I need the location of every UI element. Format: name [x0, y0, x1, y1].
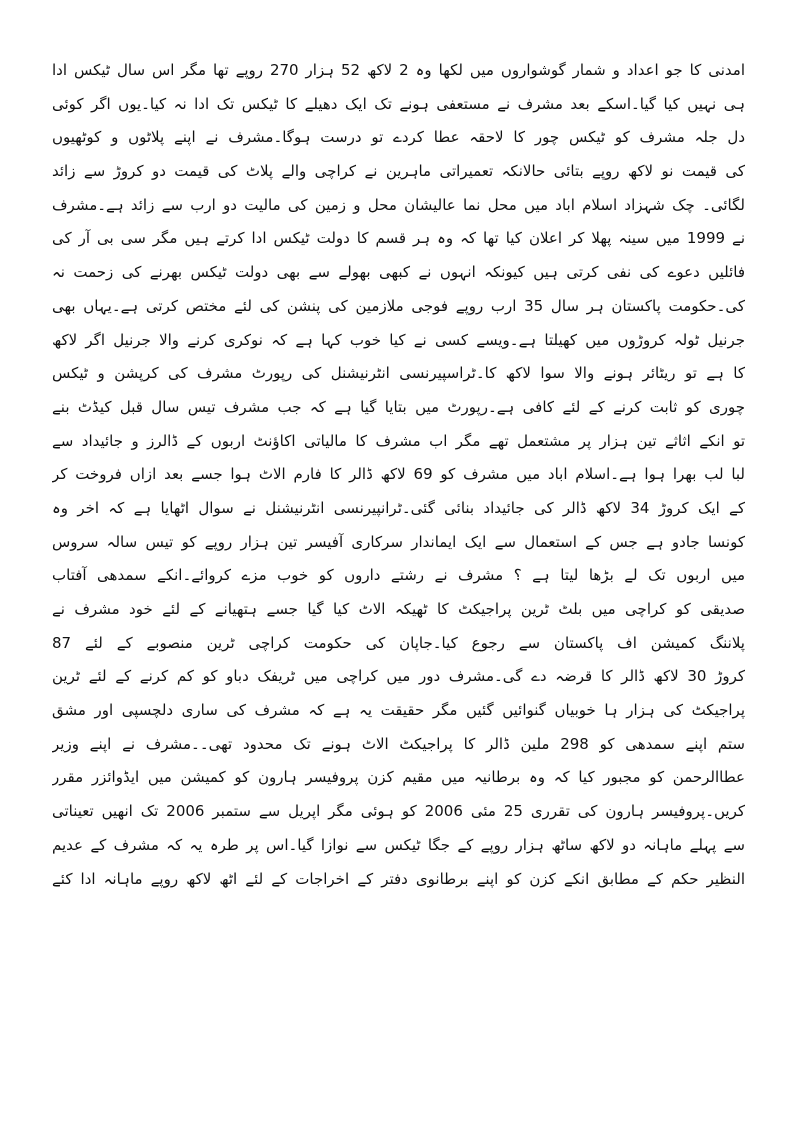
text-line: عطاالرحمن کو مجبور کیا کہ وہ برطانیہ میں مقیم کزن پروفیسر ہارون کو کمیشن میں ایڈوائزر مقرر	[52, 768, 745, 787]
text-line: کونسا جادو ہے جس کے استعمال سے ایک ایماندار سرکاری آفیسر تین ہزار روپے کو تیس سالہ سروس	[52, 532, 745, 551]
text-line: کی قیمت نو لاکھ روپے بتائی حالانکہ تعمیراتی ماہرین نے کراچی والے پلاٹ کی قیمت دو کروڑ سے زائد	[52, 162, 745, 181]
text-line: ہی نہیں کیا گیا۔اسکے بعد مشرف نے مستعفی ہونے تک ایک دھیلے کا ٹیکس تک ادا نہ کیا۔یوں اگر کوئی	[52, 94, 745, 113]
text-line: صدیقی کو کراچی میں بلٹ ٹرین پراجیکٹ کا ٹھیکہ الاٹ کیا گیا جسے ہتھیانے کے لئے خود مشرف نے	[52, 600, 745, 618]
text-line: امدنی کا جو اعداد و شمار گوشواروں میں لکھا وہ 2 لاکھ 52 ہزار 270 روپے تھا مگر اس سال ٹیکس ادا	[52, 61, 745, 79]
text-line: کی۔حکومت پاکستان ہر سال 35 ارب روپے فوجی ملازمین کی پنشن کی لئے مختص کرتی ہے۔یہاں بھی	[52, 296, 745, 315]
text-line: چوری کو ثابت کرنے کے لئے کافی ہے۔رپورٹ میں بتایا گیا ہے کہ جب مشرف تیس سال قبل کیڈٹ بنے	[52, 397, 745, 416]
text-line: پراجیکٹ کی ہزار ہا خوبیاں گنوائیں گئیں مگر حقیقت یہ ہے کہ مشرف کی ساری دلچسپی اور مشق	[52, 701, 745, 720]
urdu-article-body	[52, 54, 745, 896]
text-line: کروڑ 30 لاکھ ڈالر کا قرضہ دے گی۔مشرف دور میں کراچی میں ٹریفک دباو کو کم کرنے کے لئے ٹرین	[52, 667, 745, 686]
text-line: فائلیں دعوے کی نفی کرتی ہیں کیونکہ انہوں نے کبھی بھولے سے بھی دولت ٹیکس بھرنے کی زحمت نہ	[52, 263, 745, 282]
text-line: جرنیل ٹولہ کروڑوں میں کھیلتا ہے۔ویسے کسی نے کیا خوب کہا ہے کہ نوکری کرنے والا جرنیل اگر لاکھ	[52, 330, 745, 349]
text-line: کریں۔پروفیسر ہارون کی تقرری 25 مئی 2006 کو ہوئی مگر اپریل سے ستمبر 2006 تک انھیں تعیناتی	[52, 802, 745, 821]
text-line: النظیر حکم کے مطابق انکے کزن کو اپنے برطانوی دفتر کے اخراجات کے لئے اٹھ لاکھ روپے ماہانہ ادا کئے	[52, 869, 745, 888]
text-line: تو انکے اثاثے تین ہزار پر مشتعمل تھے مگر اب مشرف کا مالیاتی اکاؤنٹ اربوں کے ڈالرز و جائیداد سے	[52, 431, 745, 450]
text-line: کے ایک کروڑ 34 لاکھ ڈالر کی جائیداد بنائی گئی۔ٹرانپیرنسی انٹرنیشنل نے سوال اٹھایا ہے کہ اخر وہ	[52, 498, 745, 517]
text-line: ستم اپنے سمدھی کو 298 ملین ڈالر کا پراجیکٹ الاٹ ہونے تک محدود تھی۔۔مشرف نے اپنے وزیر	[52, 734, 745, 753]
text-line: کا ہے تو ریٹائر ہونے والا سوا لاکھ کا۔ٹراسپیرنسی انٹرنیشنل کی رپورٹ مشرف کی کرپشن و ٹیکس	[52, 364, 745, 383]
text-line: لگائی۔ چک شہزاد اسلام اباد میں محل نما عالیشان محل و زمین کی مالیت دو ارب سے زائد ہے۔مشرف	[52, 195, 745, 214]
text-line: لبا لب بھرا ہوا ہے۔اسلام اباد میں مشرف کو 69 لاکھ ڈالر کا فارم الاٹ ہوا جسے بعد ازاں فروخت کر	[52, 465, 745, 484]
text-line: پلاننگ کمیشن اف پاکستان سے رجوع کیا۔جاپان کی حکومت کراچی ٹرین منصوبے کے لئے 87	[52, 633, 745, 652]
text-line: دل جلہ مشرف کو ٹیکس چور کا لاحقہ عطا کردے تو درست ہوگا۔مشرف نے اپنے پلاٹوں و کوٹھیوں	[52, 128, 745, 147]
text-line: میں اربوں تک لے بڑھا لیتا ہے ؟ مشرف نے رشتے داروں کو خوب مزے کروائے۔انکے سمدھی آفتاب	[52, 566, 745, 585]
text-line: سے پہلے ماہانہ دو لاکھ ساٹھ ہزار روپے کے جگا ٹیکس سے نوازا گیا۔اس پر طرہ یہ کہ مشرف کے عدیم	[52, 835, 745, 854]
text-line: نے 1999 میں سینہ پھلا کر اعلان کیا تھا کہ وہ ہر قسم کا دولت ٹیکس ادا کرتے ہیں مگر سی بی آر کی	[52, 229, 745, 248]
